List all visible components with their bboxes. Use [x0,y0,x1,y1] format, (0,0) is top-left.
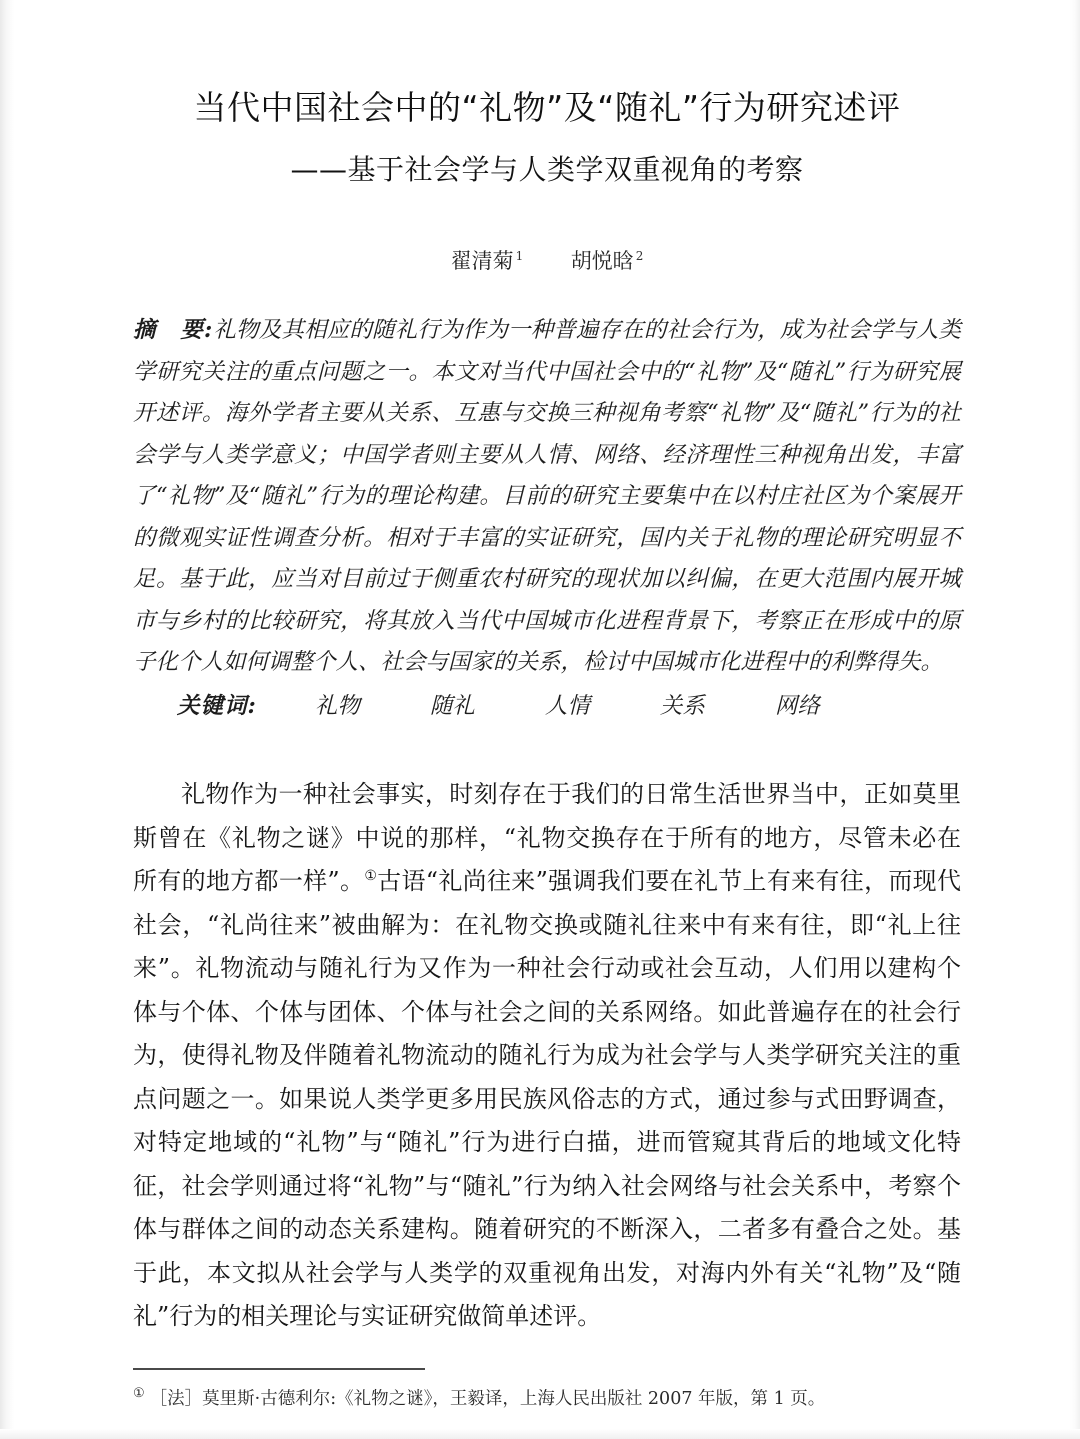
article-subtitle: ——基于社会学与人类学双重视角的考察 [290,152,804,186]
body-text-after-footnote: 古语“礼尚往来”强调我们要在礼节上有来有往，而现代社会，“礼尚往来”被曲解为：在礼物交换或随礼往来中有来有往，即“礼上往来”。礼物流动与随礼行为又作为一种社会行动或社会互动，人们用以建构个体与个体、个体与团体、个体与社会之间的关系网络。如此普遍存在的社会行为，使得礼物及伴随着礼物流动的随礼行为成为社会学与人类学研究关注的重点问题之一。如果说人类学更多用民族风俗志的方式，通过参与式田野调查，对特定地域的“礼物”与“随礼”行为进行白描，进而管窥其背后的地域文化特征，社会学则通过将“礼物”与“随礼”行为纳入社会网络与社会关系中，考察个体与群体之间的动态关系建构。随着研究的不断深入，二者多有叠合之处。基于此，本文拟从社会学与人类学的双重视角出发，对海内外有关“礼物”及“随礼”行为的相关理论与实证研究做简单述评。 [133,867,961,1331]
author-entry [571,245,644,275]
keywords-section [133,686,961,728]
keyword-item: 关系 [659,692,705,719]
footnote-divider [133,1368,425,1370]
author-affiliation-mark: 1 [515,249,524,264]
keyword-item: 网络 [774,692,820,719]
page-edge-shadow-right [1070,0,1080,1439]
abstract-section [133,310,961,684]
footnote-citation-text: ［法］莫里斯·古德利尔:《礼物之谜》，王毅译，上海人民出版社 2007 年版，第 1 页。 [149,1388,826,1409]
abstract-label: 摘 要: [133,317,214,344]
page-edge-shadow-bottom [0,1429,1080,1439]
footnote-number: ① [133,1386,145,1401]
author-list [133,245,961,275]
keywords-label: 关键词: [177,692,257,719]
body-section [133,773,961,1339]
author-name: 翟清菊 [450,249,514,274]
keyword-item: 人情 [544,692,590,719]
footnote-reference-marker[interactable]: ① [364,868,378,885]
keyword-item: 随礼 [429,692,475,719]
body-paragraph [133,773,961,1339]
author-affiliation-mark: 2 [635,249,644,264]
page-content [133,0,961,1339]
footnote-entry [133,1384,961,1412]
author-entry [451,245,524,275]
article-title: 当代中国社会中的“礼物”及“随礼”行为研究述评 [193,88,901,127]
abstract-paragraph [133,310,961,684]
footnote-section [133,1368,961,1412]
keyword-item: 礼物 [314,692,360,719]
author-name: 胡悦晗 [570,249,634,274]
page-edge-shadow-left [0,0,14,1439]
body-text-before-footnote: 礼物作为一种社会事实，时刻存在于我们的日常生活世界当中，正如莫里斯曾在《礼物之谜》中说的那样，“礼物交换存在于所有的地方，尽管未必在所有的地方都一样”。 [133,780,961,896]
abstract-text: 礼物及其相应的随礼行为作为一种普遍存在的社会行为，成为社会学与人类学研究关注的重点问题之一。本文对当代中国社会中的“礼物”及“随礼”行为研究展开述评。海外学者主要从关系、互惠与交换三种视角考察“礼物”及“随礼”行为的社会学与人类学意义；中国学者则主要从人情、网络、经济理性三种视角出发，丰富了“礼物”及“随礼”行为的理论构建。目前的研究主要集中在以村庄社区为个案展开的微观实证性调查分析。相对于丰富的实证研究，国内关于礼物的理论研究明显不足。基于此，应当对目前过于侧重农村研究的现状加以纠偏，在更大范围内展开城市与乡村的比较研究，将其放入当代中国城市化进程背景下，考察正在形成中的原子化个人如何调整个人、社会与国家的关系，检讨中国城市化进程中的利弊得失。 [133,317,961,676]
